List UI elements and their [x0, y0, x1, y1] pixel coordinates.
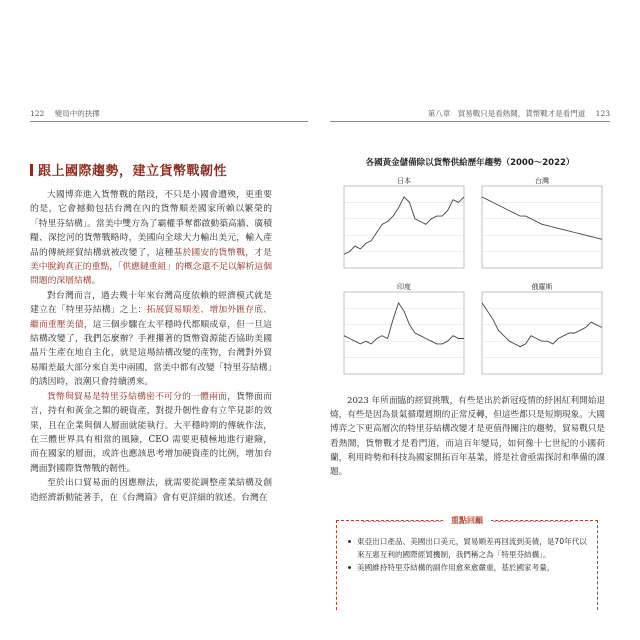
section-title [30, 160, 308, 179]
right-body-text [330, 394, 605, 479]
body-text-run: 至於出口貿易面的因應辦法，就需要從調整產業結構及創造經濟新動能著手，在《台灣篇》會有更詳細的敘述。台灣在 [30, 478, 272, 503]
body-text-run: 對台灣而言，過去幾十年來台灣高度依賴的經濟模式就是建立在「特里芬結構」之上： [30, 290, 272, 316]
recap-item: 東亞出口產品、美國出口美元，貿易順差再回流到美債，是70年代以來互惠互利的國際經貿機制，我們稱之為「特里芬結構」。 [357, 537, 587, 559]
left-page [30, 108, 308, 503]
chart-svg [330, 172, 610, 387]
left-book-title: 變局中的抉擇 [54, 109, 100, 118]
left-body-text [30, 188, 272, 505]
body-text-run: 大國博弈進入貨幣戰的階段，不只是小國會遭殃，更重要的是，它會撼動包括台灣在內的貨幣順差國家所賴以繁榮的「特里芬結構」。當美中雙方為了霸權爭奪都啟動築高牆、廣積糧、深挖河的貨幣戰略時，美國向全球大力輸出美元，輸入產品的傳統經貿結構就被改變了，這種 [30, 190, 272, 258]
left-running-head [30, 108, 100, 119]
panel-frame [344, 292, 464, 374]
left-paragraph [30, 188, 272, 289]
panel-label: 俄羅斯 [531, 283, 553, 291]
left-paragraph [30, 390, 272, 476]
body-text-run: ，貨幣面而言，持有和黃金之類的硬資產，對提升韌性會有立竿見影的效果，且在企業與個人層面就能執行。大平穩時期的傳統作法，在三體世界具有相當的風險，CEO 需要更積極地進行避險，而在國家的層面，或許也應該思考增加硬資產的比例，增加台灣面對國際貨幣戰的韌性。 [30, 391, 272, 474]
panel-label: 日本 [397, 177, 411, 185]
right-paragraph: 2023 年所面臨的經貿挑戰，有些是出於新冠疫情的紓困紅利開始退燒，有些是因為景氣循環週期的正常反轉，但這些都只是短期現象。大國博弈之下更高層次的特里芬結構改變才是更值得關注的趨勢，貿易戰只是看熱鬧，貨幣戰才是看門道，而這百年變局，如何像十七世紀的小國荷蘭，利用時勢和科技為國家開拓百年基業，將是社會亟需探討和準備的課題。 [330, 396, 606, 478]
recap-item: 美國維持特里芬結構的副作用愈來愈嚴重，基於國家考量， [357, 561, 587, 574]
right-page-number: 123 [595, 109, 610, 118]
body-text-run: 。 [91, 276, 101, 287]
left-paragraph [30, 476, 272, 505]
recap-title-text: 重點回顧 [443, 516, 491, 525]
recap-title [337, 515, 597, 526]
body-text-run: ，這三個步驟在太平穩時代都順成章，但一旦這結構改變了，我們怎麼辦？手裡攥著的貨幣資源能否協助美國晶片生產在地自主化，就是這場結構改變的產物，台灣對外貿易順差最大部分來自美中兩國，當美中都有改變「特里芬結構」的誘因時，浪潮只會持續湧來。 [30, 319, 272, 388]
panel-frame [482, 292, 602, 374]
highlighted-text: 拓展貿易順差、增加外匯存底、繼而重壓美債 [30, 305, 272, 330]
recap-list [347, 535, 587, 574]
chart-title: 各國黃金儲備除以貨幣供給歷年趨勢（2000～2022） [365, 158, 575, 168]
panel-label: 台灣 [535, 177, 549, 185]
left-paragraph [30, 289, 272, 390]
highlighted-text: 基於國安的貨幣戰，才是美中脫鉤真正的重點，「供應鏈重組」的概念還不足以解析這個問題的深層結構 [30, 247, 272, 287]
recap-box [336, 516, 598, 610]
section-marker [30, 164, 33, 176]
left-page-number: 122 [30, 109, 45, 118]
right-page [330, 108, 610, 572]
highlighted-text: 貨幣與貿易是特里芬結構密不可分的一體兩面 [47, 391, 228, 402]
section-title-text: 跟上國際趨勢，建立貨幣戰韌性 [38, 164, 228, 179]
right-header-rule [330, 121, 610, 122]
gold-reserve-chart [330, 172, 610, 387]
panel-label: 印度 [397, 283, 411, 291]
panel-frame [482, 186, 602, 268]
series-line [344, 303, 464, 344]
left-header-rule [30, 121, 308, 122]
panel-frame [344, 186, 464, 268]
series-line [482, 197, 602, 239]
right-running-head [428, 108, 610, 119]
right-chapter-title: 第八章 貿易戰只是看熱鬧，貨幣戰才是看門道 [427, 109, 586, 118]
series-line [344, 197, 464, 254]
